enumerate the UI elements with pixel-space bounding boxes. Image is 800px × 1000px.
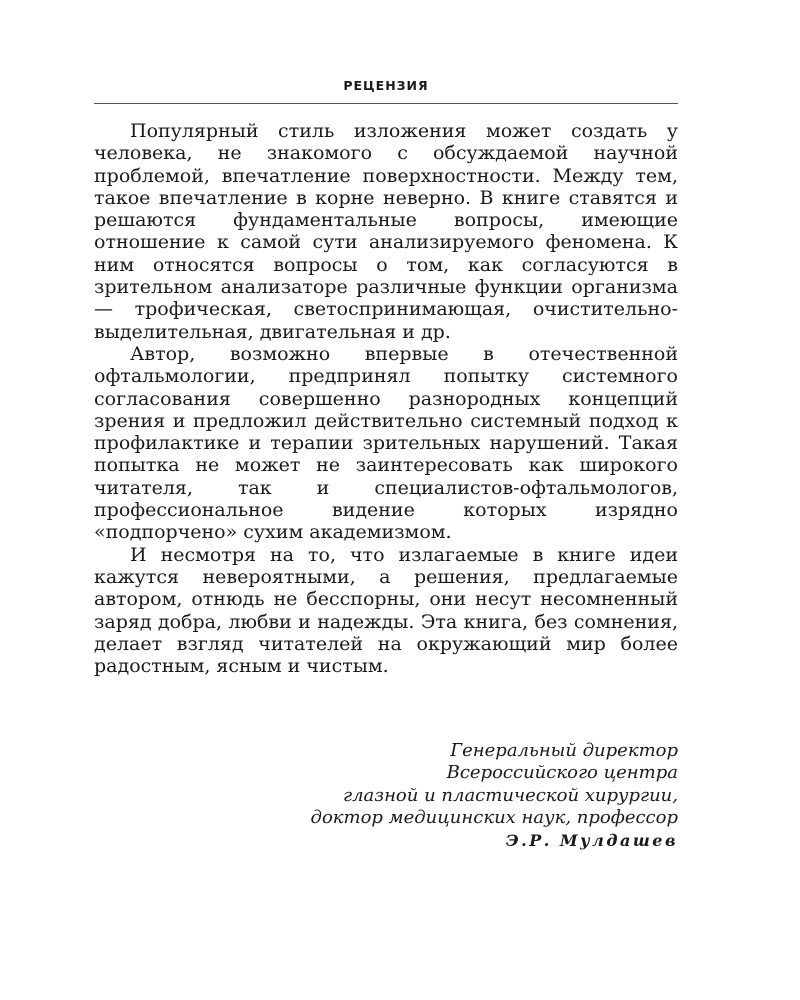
signature-block [94, 740, 678, 852]
signature-position-line-4: доктор медицинских наук, профессор [310, 806, 678, 828]
paragraph-2: Автор, возможно впервые в отечественной офтальмологии, предпринял попытку системного согласования совершенно разнородных концепций зрения и предложил действительно системный подход к профилактике и терапии зрительных нарушений. Такая попытка не может не заинтересовать как широкого читателя, так и специалистов-офтальмологов, профессиональное видение которых изрядно «подпорчено» сухим академизмом. [94, 342, 678, 544]
paragraph-1: Популярный стиль изложения может создать у человека, не знакомого с обсуждаемой научной проблемой, впечатление поверхностности. Между тем, такое впечатление в корне неверно. В книге ставятся и решаются фундаментальные вопросы, имеющие отношение к самой сути анализируемого феномена. К ним относятся вопросы о том, как согласуются в зрительном анализаторе различные функции организма — трофическая, светоспринимающая, очистительно-выделительная, двигательная и др. [94, 120, 678, 343]
running-head-title: РЕЦЕНЗИЯ [343, 78, 429, 93]
signature-position-line-1: Генеральный директор [450, 740, 678, 761]
signature-author-name: Э.Р. Мулдашев [505, 831, 678, 851]
book-page [94, 0, 678, 1000]
signature-position-line-2: Всероссийского центра [446, 762, 678, 784]
signature-position-line-3: глазной и пластической хирургии, [342, 784, 678, 806]
header-rule [94, 103, 678, 104]
paragraph-3: И несмотря на то, что излагаемые в книге идеи кажутся невероятными, а решения, предлагаемые автором, отнюдь не бесспорны, они несут несомненный заряд добра, любви и надежды. Эта книга, без сомнения, делает взгляд читателей на окружающий мир более радостным, ясным и чистым. [94, 543, 678, 678]
review-body [94, 120, 678, 677]
